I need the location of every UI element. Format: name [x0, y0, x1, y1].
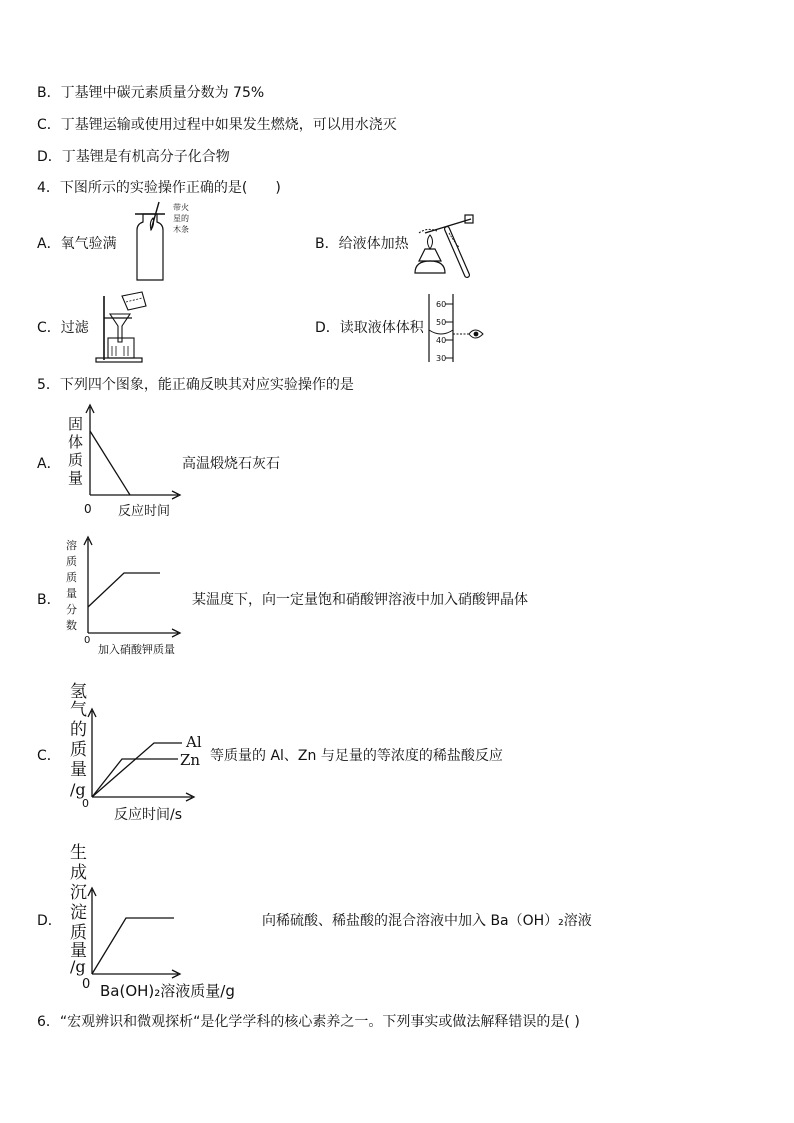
option-q3-d: D．丁基锂是有机高分子化合物 [37, 149, 230, 165]
series-label-al: Al [186, 733, 202, 751]
cylinder-reading-illustration [425, 292, 489, 364]
desc-q5-a: 高温煅烧石灰石 [182, 456, 280, 472]
series-label-zn: Zn [180, 751, 201, 769]
line-q5-d [92, 918, 174, 974]
splint-label-2: 星的 [173, 214, 189, 223]
ylabel-a-2: 体 [68, 433, 84, 451]
desc-q5-b: 某温度下，向一定量饱和硝酸钾溶液中加入硝酸钾晶体 [192, 592, 528, 608]
chart-q5-b [62, 535, 202, 660]
option-q5-d-label: D． [37, 913, 62, 929]
ylabel-b-5: 分 [66, 603, 77, 616]
splint-label-1: 带火 [173, 203, 189, 212]
origin-a: 0 [84, 502, 92, 516]
line-q5-c-al [92, 743, 182, 797]
question-5-stem: 5．下列四个图象，能正确反映其对应实验操作的是 [37, 377, 354, 393]
splint-label-3: 木条 [173, 225, 189, 234]
line-q5-c-zn [92, 759, 178, 797]
origin-b: 0 [84, 635, 91, 646]
ylabel-d-1: 生 [70, 843, 87, 863]
xlabel-d: Ba(OH)₂溶液质量/g [100, 982, 235, 1000]
desc-q5-c: 等质量的 Al、Zn 与足量的等浓度的稀盐酸反应 [210, 748, 503, 764]
question-6-stem: 6．“宏观辨识和微观探析“是化学学科的核心素养之一。下列事实或做法解释错误的是( ) [37, 1014, 580, 1030]
ylabel-a-4: 量 [68, 469, 84, 487]
option-q5-b-label: B． [37, 592, 61, 608]
chart-q5-d [62, 838, 272, 1002]
ylabel-c-6: /g [70, 780, 86, 799]
ylabel-c-4: 质 [70, 740, 87, 760]
option-q5-a-label: A． [37, 456, 61, 472]
option-q3-b: B．丁基锂中碳元素质量分数为 75% [37, 85, 265, 101]
ylabel-d-2: 成 [70, 863, 87, 883]
chart-q5-c [62, 677, 212, 823]
xlabel-a: 反应时间 [118, 504, 171, 519]
question-4-stem: 4．下图所示的实验操作正确的是( ) [37, 180, 281, 196]
option-q4-b: B．给液体加热 [315, 236, 409, 252]
tick-40: 40 [436, 336, 447, 345]
ylabel-d-3: 沉 [70, 883, 87, 903]
option-q4-d: D．读取液体体积 [315, 320, 424, 336]
ylabel-d-4: 淀 [70, 903, 87, 923]
ylabel-b-2: 质 [66, 555, 77, 568]
option-q4-c: C．过滤 [37, 320, 89, 336]
ylabel-c-5: 量 [70, 760, 87, 780]
xlabel-c: 反应时间/s [114, 807, 183, 823]
tick-50: 50 [436, 318, 447, 327]
desc-q5-d: 向稀硫酸、稀盐酸的混合溶液中加入 Ba（OH）₂溶液 [262, 913, 592, 929]
option-q5-c-label: C． [37, 748, 61, 764]
ylabel-b-6: 数 [66, 619, 77, 632]
line-q5-a [90, 431, 130, 495]
ylabel-c-2: 气 [70, 700, 87, 720]
ylabel-d-5: 质 [70, 923, 87, 943]
origin-c: 0 [82, 797, 89, 810]
ylabel-a-3: 质 [68, 451, 84, 469]
origin-d: 0 [82, 977, 91, 992]
ylabel-d-6: 量 [70, 941, 87, 961]
filtration-illustration [92, 292, 156, 364]
ylabel-c-3: 的 [70, 720, 87, 740]
ylabel-c-1: 氢 [70, 682, 87, 702]
ylabel-b-3: 质 [66, 571, 77, 584]
ylabel-b-4: 量 [66, 587, 77, 600]
ylabel-d-7: /g [70, 957, 86, 976]
tick-30: 30 [436, 354, 447, 363]
liquid-heating-illustration [405, 213, 485, 283]
ylabel-b-1: 溶 [66, 539, 77, 552]
xlabel-b: 加入硝酸钾质量 [98, 643, 175, 656]
option-q4-a: A．氧气验满 [37, 236, 117, 252]
line-q5-b [88, 573, 160, 607]
chart-q5-a [62, 403, 192, 521]
oxygen-test-illustration [125, 200, 195, 285]
ylabel-a-1: 固 [68, 415, 84, 433]
tick-60: 60 [436, 300, 447, 309]
option-q3-c: C．丁基锂运输或使用过程中如果发生燃烧，可以用水浇灭 [37, 117, 397, 133]
